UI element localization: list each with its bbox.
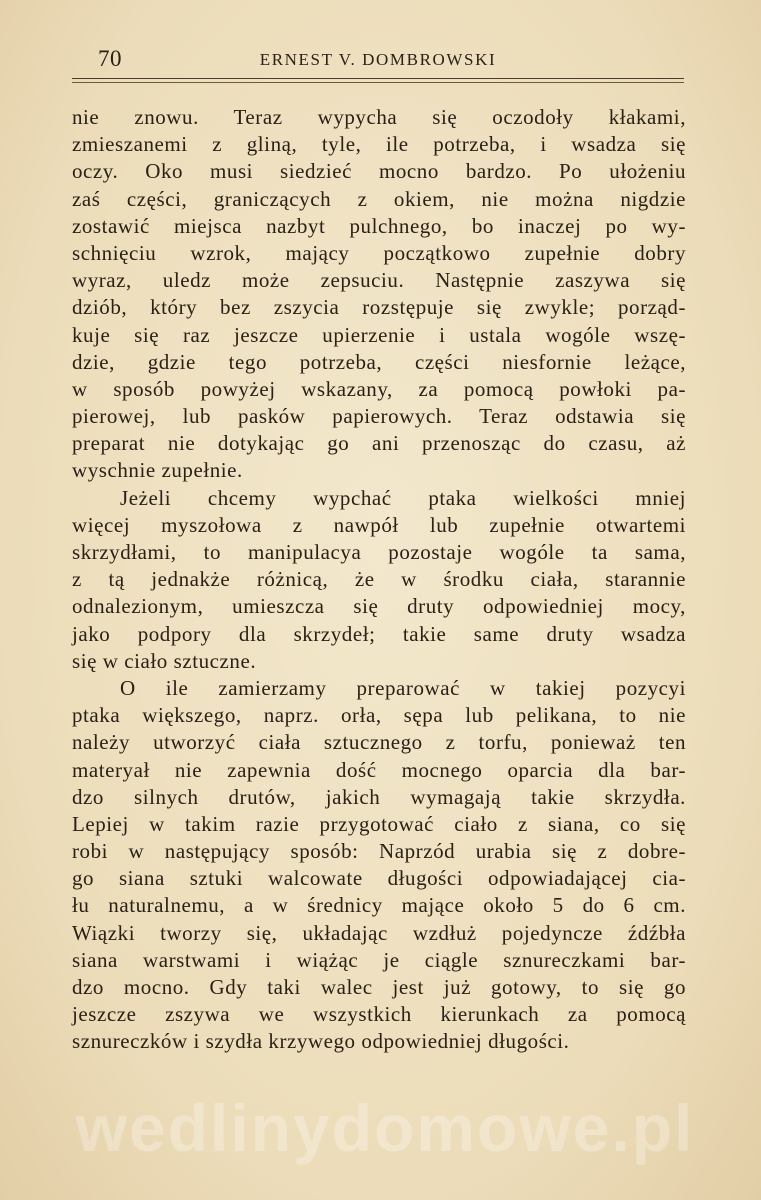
text-line: należy utworzyć ciała sztucznego z torfu, ponieważ ten	[72, 730, 686, 755]
paragraph-start-line: Jeżeli chcemy wypchać ptaka wielkości mniej	[120, 485, 686, 510]
paragraph-start-line: O ile zamierzamy preparować w takiej pozycyi	[120, 675, 686, 700]
text-line: dzo silnych drutów, jakich wymagają takie skrzydła.	[72, 784, 686, 809]
watermark: wedlinydomowe.pl	[75, 1091, 695, 1165]
text-line: pierowej, lub pasków papierowych. Teraz odstawia się	[72, 404, 686, 429]
text-line: Lepiej w takim razie przygotować ciało z siana, co się	[72, 811, 686, 836]
text-line: łu naturalnemu, a w średnicy mające około 5 do 6 cm.	[72, 893, 686, 918]
text-line: jeszcze zszywa we wszystkich kierunkach za pomocą	[72, 1002, 686, 1027]
text-line: odnalezionym, umieszcza się druty odpowiedniej mocy,	[72, 594, 686, 619]
text-line: zostawić miejsca nazbyt pulchnego, bo inaczej po wy-	[72, 213, 686, 238]
body-text	[72, 104, 686, 1056]
text-line: go siana sztuki walcowate długości odpowiadającej cia-	[72, 866, 686, 891]
text-line: ptaka większego, naprz. orła, sępa lub pelikana, to nie	[72, 703, 686, 728]
text-line: więcej myszołowa z nawpół lub zupełnie otwartemi	[72, 512, 686, 537]
header-rule	[72, 78, 684, 79]
text-line: Wiązki tworzy się, układając wzdłuż pojedyncze źdźbła	[72, 920, 686, 945]
paragraph-end-line: się w ciało sztuczne.	[72, 648, 257, 673]
text-line: dzo mocno. Gdy taki walec jest już gotowy, to się go	[72, 975, 686, 999]
text-line: materyał nie zapewnia dość mocnego oparcia dla bar-	[72, 757, 686, 782]
text-line: w sposób powyżej wskazany, za pomocą powłoki pa-	[72, 376, 686, 401]
paragraph-end-line: wyschnie zupełnie.	[72, 458, 243, 483]
paragraph-end-line: sznureczków i szydła krzywego odpowiedniej długości.	[72, 1029, 570, 1054]
text-line: z tą jednakże różnicą, że w środku ciała, starannie	[72, 567, 686, 592]
text-line: kuje się raz jeszcze upierzenie i ustala wogóle wszę-	[72, 322, 686, 347]
text-line: siana warstwami i wiążąc je ciągle sznureczkami bar-	[72, 947, 686, 972]
text-line: dzie, gdzie tego potrzeba, części niesfornie leżące,	[72, 349, 686, 374]
text-line: preparat nie dotykając go ani przenosząc do czasu, aż	[72, 431, 686, 456]
text-line: dziób, który bez zszycia rozstępuje się zwykle; porząd-	[72, 295, 686, 320]
text-line: schnięciu wzrok, mający początkowo zupełnie dobry	[72, 240, 686, 265]
text-line: nie znowu. Teraz wypycha się oczodoły kłakami,	[72, 105, 686, 129]
header-rule-secondary	[72, 82, 684, 83]
text-line: jako podpory dla skrzydeł; takie same druty wsadza	[72, 621, 686, 646]
text-line: wyraz, uledz może zepsuciu. Następnie zaszywa się	[72, 268, 686, 293]
text-line: zaś części, graniczących z okiem, nie można nigdzie	[72, 186, 686, 211]
page-number: 70	[98, 46, 122, 71]
text-line: skrzydłami, to manipulacya pozostaje wogóle ta sama,	[72, 540, 686, 564]
text-line: oczy. Oko musi siedzieć mocno bardzo. Po ułożeniu	[72, 159, 686, 184]
text-line: robi w następujący sposób: Naprzód urabia się z dobre-	[72, 839, 686, 864]
running-head: ERNEST V. DOMBROWSKI	[259, 50, 497, 69]
text-line: zmieszanemi z gliną, tyle, ile potrzeba, i wsadza się	[72, 132, 686, 157]
page-header	[70, 44, 686, 76]
